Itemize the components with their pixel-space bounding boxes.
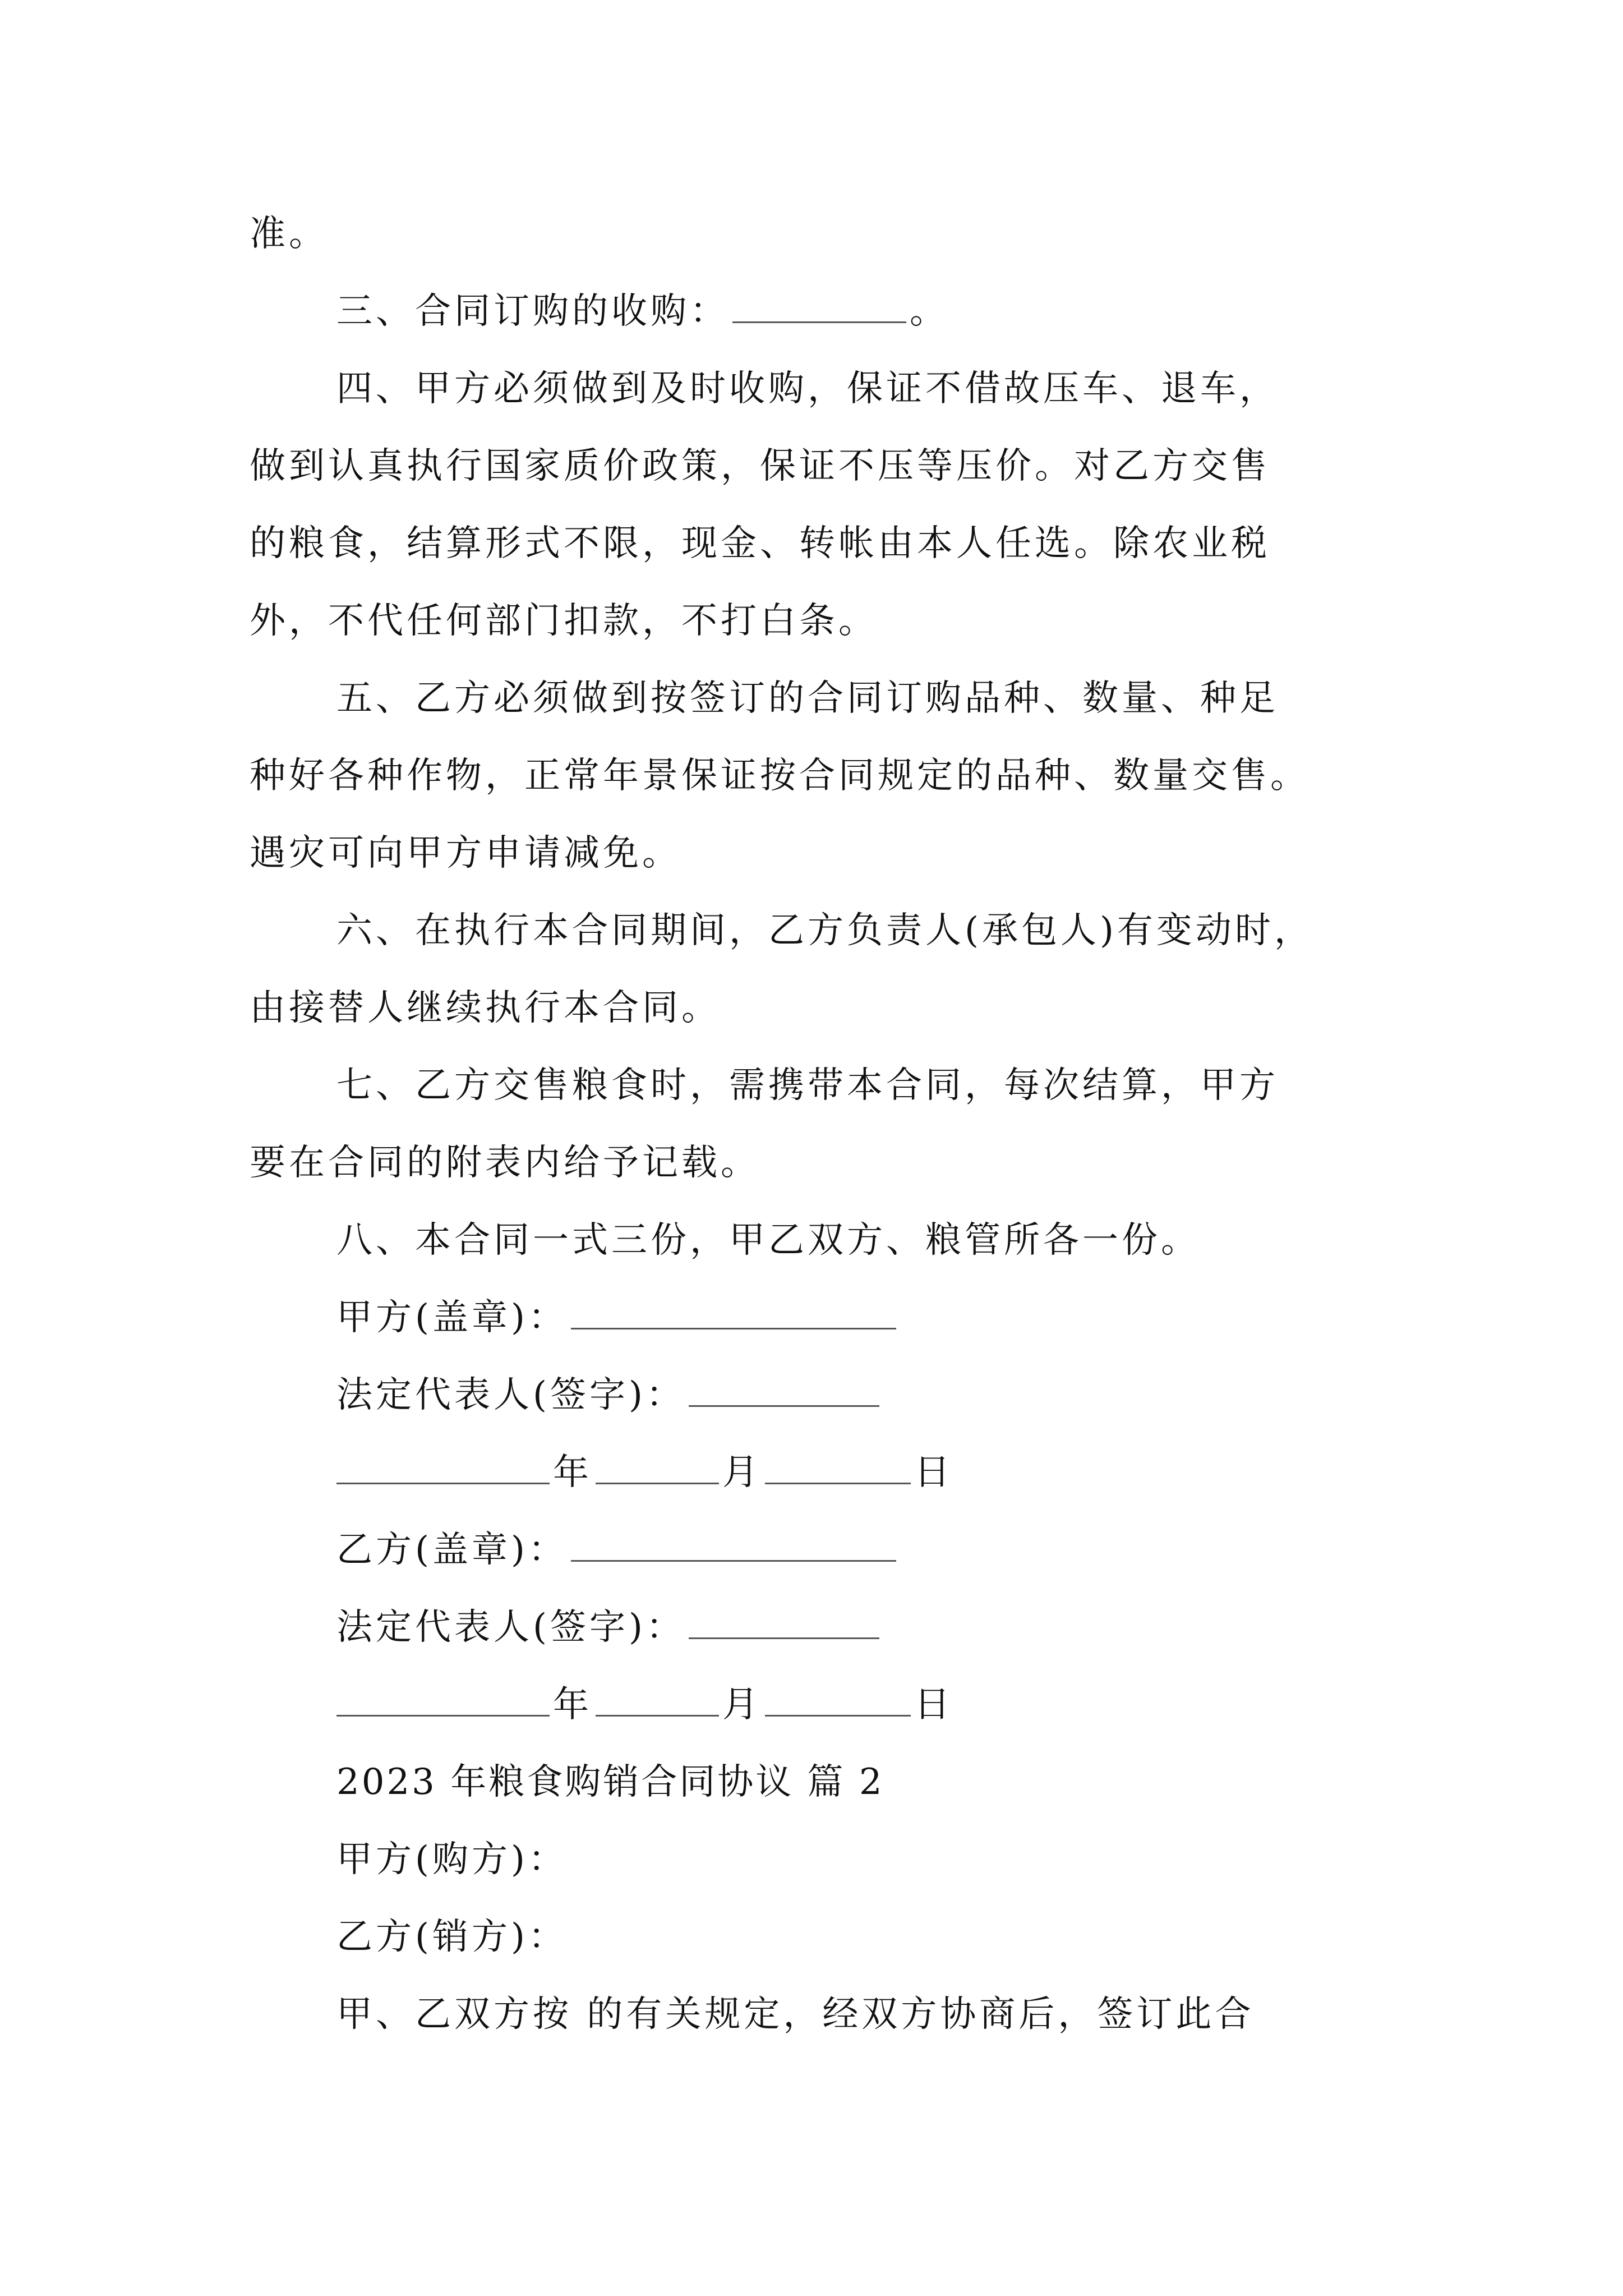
text-line: 乙方(销方)： bbox=[336, 1916, 568, 1958]
text-line: 甲、乙双方按 的有关规定，经双方协商后，签订此合 bbox=[336, 1994, 1255, 2035]
text-line: 八、本合同一式三份，甲乙双方、粮管所各一份。 bbox=[336, 1220, 1200, 1261]
party-a-seal-label: 甲方(盖章)： bbox=[336, 1297, 568, 1338]
text-line: 做到认真执行国家质价政策，保证不压等压价。对乙方交售 bbox=[250, 445, 1270, 487]
text-line: 遇灾可向甲方申请减免。 bbox=[250, 832, 681, 874]
date-line-b bbox=[336, 1680, 953, 1730]
rep-b-blank bbox=[689, 1604, 879, 1639]
party-a-seal-blank bbox=[571, 1294, 896, 1329]
text-line: 准。 bbox=[250, 213, 328, 255]
month-blank bbox=[596, 1449, 719, 1484]
day-blank bbox=[765, 1681, 911, 1717]
text-line: 由接替人继续执行本合同。 bbox=[250, 987, 721, 1029]
day-label: 日 bbox=[914, 1452, 953, 1493]
rep-a-label: 法定代表人(签字)： bbox=[336, 1374, 685, 1416]
year-label: 年 bbox=[553, 1684, 592, 1726]
text-line: 六、在执行本合同期间，乙方负责人(承包人)有变动时， bbox=[336, 910, 1313, 951]
year-blank bbox=[336, 1449, 550, 1484]
text-line: 五、乙方必须做到按签订的合同订购品种、数量、种足 bbox=[336, 678, 1279, 719]
clause-3-end: 。 bbox=[910, 291, 949, 332]
party-b-seal-blank bbox=[571, 1526, 896, 1562]
signature-line-rep-b bbox=[336, 1602, 883, 1653]
text-line: 要在合同的附表内给予记载。 bbox=[250, 1142, 760, 1184]
day-label: 日 bbox=[914, 1684, 953, 1726]
month-blank bbox=[596, 1681, 719, 1717]
text-line: 七、乙方交售粮食时，需携带本合同，每次结算，甲方 bbox=[336, 1065, 1279, 1106]
year-blank bbox=[336, 1681, 550, 1717]
day-blank bbox=[765, 1449, 911, 1484]
blank-field bbox=[732, 288, 906, 323]
month-label: 月 bbox=[722, 1452, 762, 1493]
year-label: 年 bbox=[553, 1452, 592, 1493]
text-line: 四、甲方必须做到及时收购，保证不借故压车、退车， bbox=[336, 368, 1279, 409]
text-line: 的粮食，结算形式不限，现金、转帐由本人任选。除农业税 bbox=[250, 523, 1270, 564]
signature-line-party-b bbox=[336, 1525, 900, 1575]
date-line-a bbox=[336, 1447, 953, 1498]
party-b-seal-label: 乙方(盖章)： bbox=[336, 1529, 568, 1571]
signature-line-rep-a bbox=[336, 1370, 883, 1420]
section-heading: 2023 年粮食购销合同协议 篇 2 bbox=[336, 1761, 884, 1803]
text-line: 外，不代任何部门扣款，不打白条。 bbox=[250, 600, 878, 642]
signature-line-party-a bbox=[336, 1292, 900, 1343]
text-line: 种好各种作物，正常年景保证按合同规定的品种、数量交售。 bbox=[250, 755, 1310, 797]
text-line: 甲方(购方)： bbox=[336, 1839, 568, 1880]
rep-a-blank bbox=[689, 1372, 879, 1407]
month-label: 月 bbox=[722, 1684, 762, 1726]
text-line bbox=[336, 286, 949, 337]
clause-3-label: 三、合同订购的收购： bbox=[336, 291, 729, 332]
rep-b-label: 法定代表人(签字)： bbox=[336, 1607, 685, 1648]
